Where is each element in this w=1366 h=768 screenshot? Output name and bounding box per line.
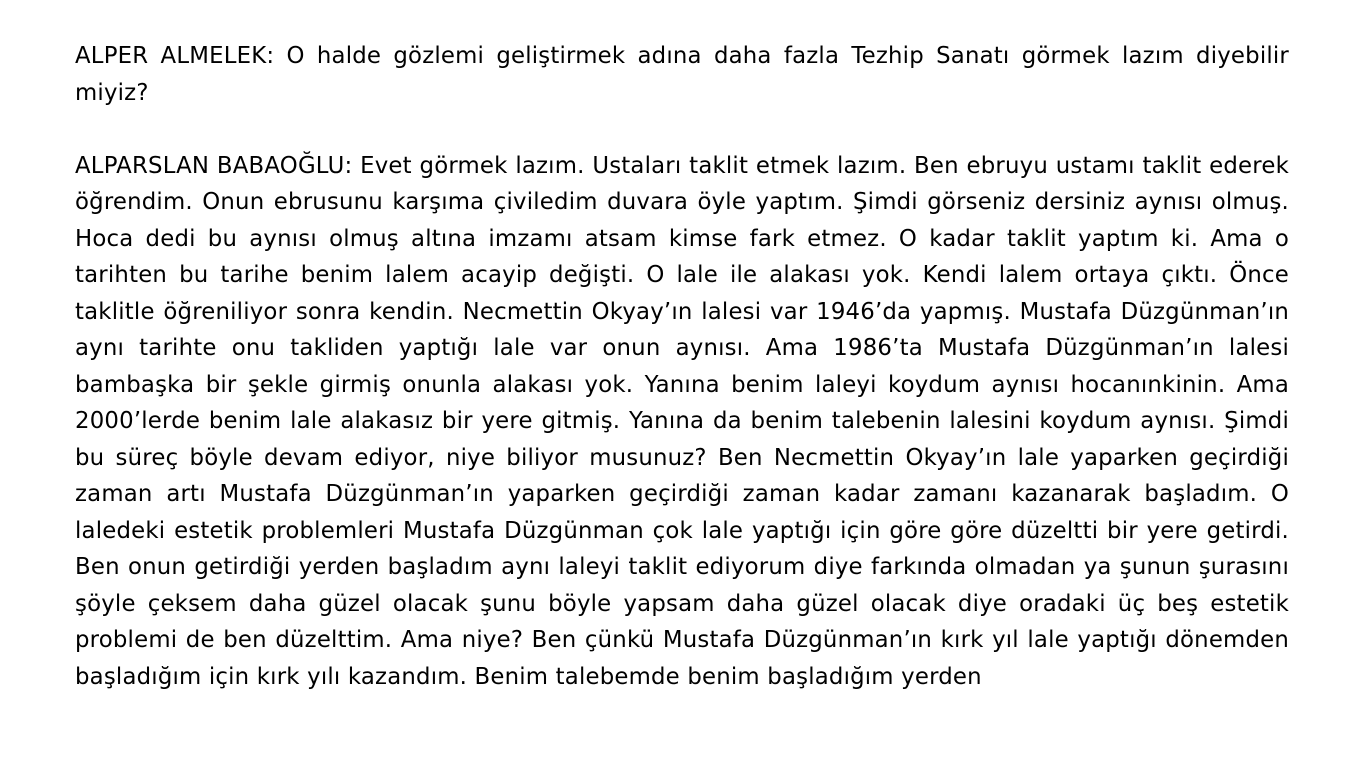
- interview-question-paragraph: ALPER ALMELEK: O halde gözlemi geliştirmek adına daha fazla Tezhip Sanatı görmek lazım diyebilir miyiz?: [75, 43, 1289, 106]
- document-page: [75, 38, 1289, 695]
- interview-answer-paragraph: ALPARSLAN BABAOĞLU: Evet görmek lazım. Ustaları taklit etmek lazım. Ben ebruyu ustamı taklit ederek öğrendim. Onun ebrusunu karşıma çiviledim duvara öyle yaptım. Şimdi görseniz dersiniz aynısı olmuş. Hoca dedi bu aynısı olmuş altına imzamı atsam kimse fark etmez. O kadar taklit yaptım ki. Ama o tarihten bu tarihe benim lalem acayip değişti. O lale ile alakası yok. Kendi lalem ortaya çıktı. Önce taklitle öğreniliyor sonra kendin. Necmettin Okyay’ın lalesi var 1946’da yapmış. Mustafa Düzgünman’ın aynı tarihte onu takliden yaptığı lale var onun aynısı. Ama 1986’ta Mustafa Düzgünman’ın lalesi bambaşka bir şekle girmiş onunla alakası yok. Yanına benim laleyi koydum aynısı hocanınkinin. Ama 2000’lerde benim lale alakasız bir yere gitmiş. Yanına da benim talebenin lalesini koydum aynısı. Şimdi bu süreç böyle devam ediyor, niye biliyor musunuz? Ben Necmettin Okyay’ın lale yaparken geçirdiği zaman artı Mustafa Düzgünman’ın yaparken geçirdiği zaman kadar zamanı kazanarak başladım. O laledeki estetik problemleri Mustafa Düzgünman çok lale yaptığı için göre göre düzeltti bir yere getirdi. Ben onun getirdiği yerden başladım aynı laleyi taklit ediyorum diye farkında olmadan ya şunun şurasını şöyle çeksem daha güzel olacak şunu böyle yapsam daha güzel olacak diye oradaki üç beş estetik problemi de ben düzelttim. Ama niye? Ben çünkü Mustafa Düzgünman’ın kırk yıl lale yaptığı dönemden başladığım için kırk yılı kazandım. Benim talebemde benim başladığım yerden: [75, 152, 1289, 690]
